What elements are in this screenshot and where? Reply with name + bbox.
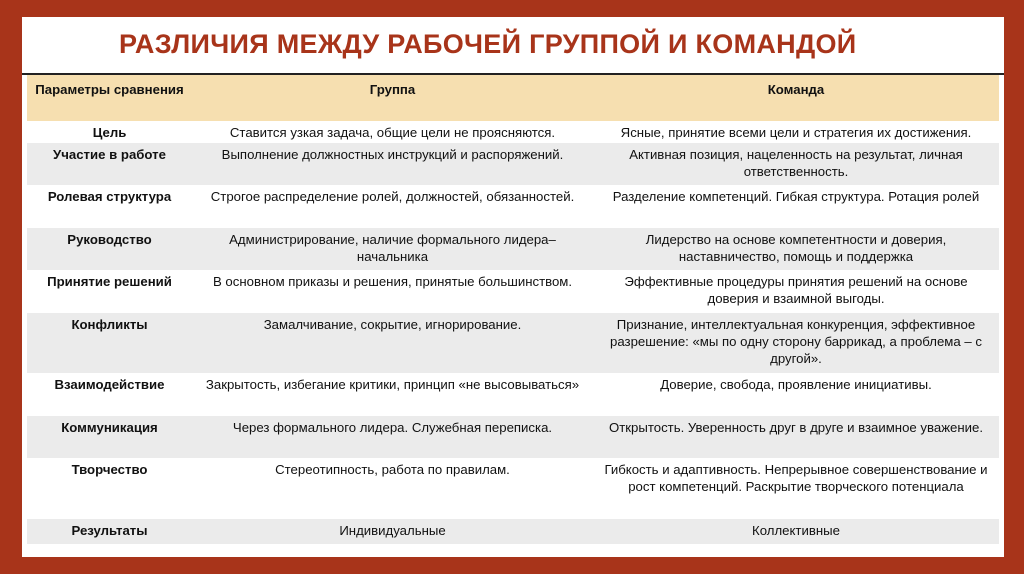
row-parameter: Ролевая структура <box>27 185 192 228</box>
header-cell-group: Группа <box>192 75 593 121</box>
row-parameter: Конфликты <box>27 313 192 373</box>
row-parameter: Коммуникация <box>27 416 192 458</box>
row-team-value: Активная позиция, нацеленность на результат, личная ответственность. <box>593 143 999 185</box>
row-parameter: Руководство <box>27 228 192 270</box>
row-group-value: Строгое распределение ролей, должностей, обязанностей. <box>192 185 593 228</box>
row-group-value: Через формального лидера. Служебная переписка. <box>192 416 593 458</box>
table-row <box>27 143 999 185</box>
table-row <box>27 458 999 519</box>
table-header <box>27 75 999 121</box>
row-parameter: Результаты <box>27 519 192 544</box>
row-group-value: Стереотипность, работа по правилам. <box>192 458 593 519</box>
row-parameter: Принятие решений <box>27 270 192 313</box>
row-group-value: Выполнение должностных инструкций и распоряжений. <box>192 143 593 185</box>
row-parameter: Участие в работе <box>27 143 192 185</box>
table-row <box>27 519 999 544</box>
table-row <box>27 270 999 313</box>
table-row <box>27 185 999 228</box>
row-team-value: Эффективные процедуры принятия решений на основе доверия и взаимной выгоды. <box>593 270 999 313</box>
comparison-table <box>27 75 999 544</box>
header-row <box>27 75 999 121</box>
row-team-value: Открытость. Уверенность друг в друге и взаимное уважение. <box>593 416 999 458</box>
row-team-value: Коллективные <box>593 519 999 544</box>
row-team-value: Признание, интеллектуальная конкуренция, эффективное разрешение: «мы по одну сторону баррикад, а проблема – с другой». <box>593 313 999 373</box>
row-group-value: Индивидуальные <box>192 519 593 544</box>
row-group-value: Замалчивание, сокрытие, игнорирование. <box>192 313 593 373</box>
row-parameter: Цель <box>27 121 192 143</box>
row-group-value: Закрытость, избегание критики, принцип «не высовываться» <box>192 373 593 416</box>
table-row <box>27 313 999 373</box>
table-body <box>27 121 999 544</box>
row-team-value: Доверие, свобода, проявление инициативы. <box>593 373 999 416</box>
table-row <box>27 373 999 416</box>
row-group-value: Администрирование, наличие формального лидера–начальника <box>192 228 593 270</box>
slide <box>22 17 1004 557</box>
header-cell-team: Команда <box>593 75 999 121</box>
row-team-value: Гибкость и адаптивность. Непрерывное совершенствование и рост компетенций. Раскрытие творческого потенциала <box>593 458 999 519</box>
row-parameter: Взаимодействие <box>27 373 192 416</box>
header-cell-parameters: Параметры сравнения <box>27 75 192 121</box>
row-team-value: Лидерство на основе компетентности и доверия, наставничество, помощь и поддержка <box>593 228 999 270</box>
page-title: РАЗЛИЧИЯ МЕЖДУ РАБОЧЕЙ ГРУППОЙ И КОМАНДОЙ <box>119 29 857 59</box>
row-group-value: В основном приказы и решения, принятые большинством. <box>192 270 593 313</box>
table-row <box>27 416 999 458</box>
row-team-value: Разделение компетенций. Гибкая структура. Ротация ролей <box>593 185 999 228</box>
row-team-value: Ясные, принятие всеми цели и стратегия их достижения. <box>593 121 999 143</box>
row-group-value: Ставится узкая задача, общие цели не проясняются. <box>192 121 593 143</box>
table-row <box>27 121 999 143</box>
table-row <box>27 228 999 270</box>
row-parameter: Творчество <box>27 458 192 519</box>
